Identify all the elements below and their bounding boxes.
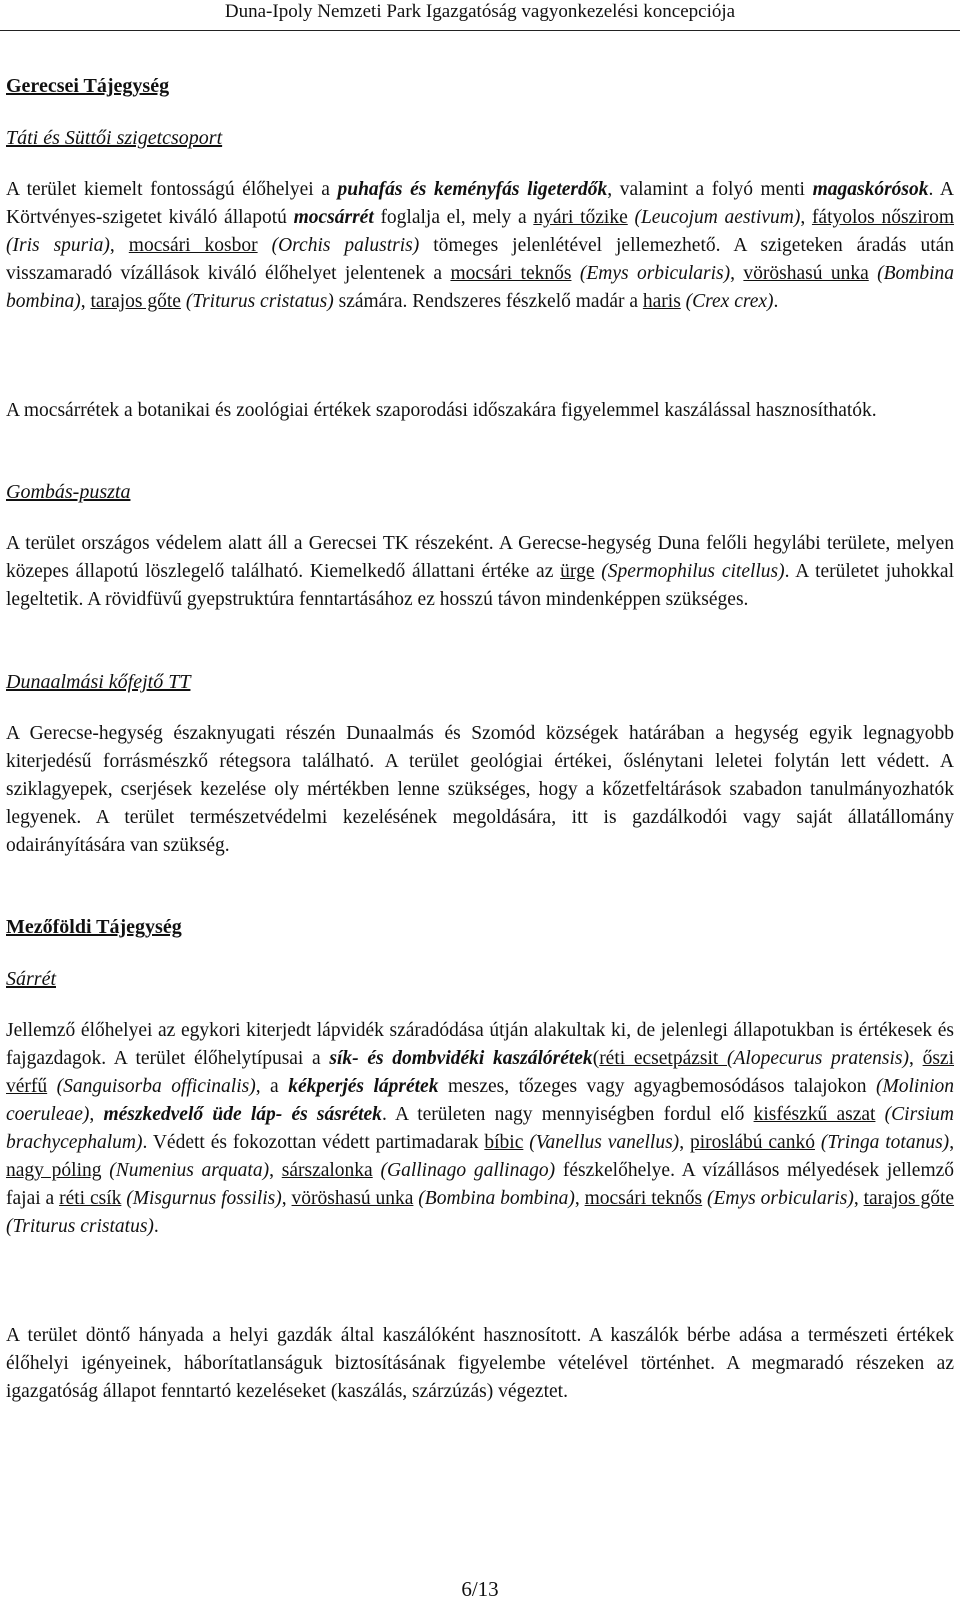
subsection-title-gombas: Gombás-puszta [6, 481, 131, 503]
text-run: . A területen nagy mennyiségben fordul elő [381, 1104, 754, 1125]
species-name: tarajos gőte [863, 1188, 955, 1209]
text-run: . [773, 291, 779, 312]
text-run: meszes, tőzeges vagy agyagbemosódásos talajokon [438, 1076, 877, 1097]
species-name: nagy póling [6, 1160, 102, 1181]
species-name: haris [642, 291, 681, 312]
text-run: , [80, 291, 91, 312]
species-name: piroslábú cankó [689, 1132, 815, 1153]
text-run: , [574, 1188, 585, 1209]
text-run: , [89, 1104, 104, 1125]
species-name: ürge [560, 561, 595, 582]
text-run: , a [255, 1076, 289, 1097]
habitat-term: puhafás és keményfás ligeterdők [337, 179, 608, 200]
text-run: , [679, 1132, 690, 1153]
text-run: . A területet juhokkal legeltetik. A rövidfüvű gyepstruktúra fenntartásához ez hosszú távon mindenképpen szükséges. [6, 561, 954, 610]
species-name: vöröshasú unka [291, 1188, 414, 1209]
paragraph-gombas [6, 530, 954, 614]
scientific-name: (Tringa totanus) [820, 1132, 950, 1153]
text-run [373, 1160, 381, 1181]
text-run: A terület országos védelem alatt áll a Gerecsei TK részeként. A Gerecse-hegység Duna felőli hegylábi területe, melyen közepes állapotú löszlegelő található. Kiemelkedő állattani értéke az [6, 533, 954, 582]
text-run: , [269, 1160, 282, 1181]
species-name: mocsári teknős [584, 1188, 703, 1209]
scientific-name: (Numenius arquata) [109, 1160, 270, 1181]
text-run: , [281, 1188, 292, 1209]
text-run: Jellemző élőhelyei az egykori kiterjedt lápvidék száradódása útján alakultak ki, de jelenlegi állapotukban is értékesek és fajgazdagok. A terület élőhelytípusai a [6, 1020, 954, 1069]
page-number: 6/13 [461, 1577, 499, 1601]
species-name: mocsári kosbor [128, 235, 258, 256]
species-name: mocsári teknős [450, 263, 572, 284]
text-run: . [153, 1216, 159, 1237]
scientific-name: (Iris spuria) [6, 235, 110, 256]
scientific-name: (Triturus cristatus) [185, 291, 334, 312]
scientific-name: (Sanguisorba officinalis) [56, 1076, 256, 1097]
text-run: A mocsárrétek a botanikai és zoológiai értékek szaporodási időszakára figyelemmel kaszálással hasznosíthatók. [6, 400, 877, 421]
scientific-name: (Gallinago gallinago) [380, 1160, 556, 1181]
text-run: , [730, 263, 744, 284]
scientific-name: (Emys orbicularis) [707, 1188, 854, 1209]
habitat-term: kékperjés láprétek [288, 1076, 439, 1097]
scientific-name: (Cirsium brachycephalum) [6, 1104, 955, 1153]
species-name: bíbic [484, 1132, 524, 1153]
section-heading-mezofold: Mezőföldi Tájegység [6, 916, 182, 938]
scientific-name: (Bombina bombina) [418, 1188, 575, 1209]
text-run: A terület döntő hányada a helyi gazdák által kaszálóként hasznosított. A kaszálók bérbe adása a természeti értékek élőhelyi igényeinek, háborítatlanságuk biztosításának figyelembe vételével történhet. A megmaradó részeken az igazgatóság állapot fenntartó kezeléseket (kaszálás, szárzúzás) végeztet. [6, 1325, 954, 1402]
scientific-name: (Triturus cristatus) [6, 1216, 154, 1237]
species-name: őszi vérfű [6, 1048, 955, 1097]
text-run: , [853, 1188, 864, 1209]
text-run: foglalja el, mely a [373, 207, 534, 228]
text-run [869, 263, 877, 284]
species-name: tarajos gőte [90, 291, 181, 312]
habitat-term: mocsárrét [293, 207, 374, 228]
running-header: Duna-Ipoly Nemzeti Park Igazgatóság vagyonkezelési koncepciója [224, 1, 736, 22]
species-name: nyári tőzike [533, 207, 628, 228]
scientific-name: (Crex crex) [685, 291, 774, 312]
scientific-name: (Misgurnus fossilis) [126, 1188, 282, 1209]
subsection-title-dunaalmas: Dunaalmási kőfejtő TT [6, 671, 191, 693]
species-name: sárszalonka [281, 1160, 373, 1181]
text-run: , [109, 235, 129, 256]
paragraph-tati-habitats [6, 176, 954, 316]
text-run [47, 1076, 56, 1097]
text-run: . Védett és fokozottan védett partimadarak [142, 1132, 485, 1153]
text-run: ( [592, 1048, 600, 1069]
text-run: A Gerecse-hegység északnyugati részén Dunaalmás és Szomód községek határában a hegység egyik legnagyobb kiterjedésű forrásmészkő rétegsora található. A terület geológiai értékei, őslénytani leletei folytán lett védett. A sziklagyepek, cserjések kezelése oly mértékben lenne szükséges, hogy a kőzetfeltárások szabadon tanulmányozhatók legyenek. A terület természetvédelmi kezelésének megoldására, itt is gazdálkodói vagy saját állatállomány odairányítására van szükség. [6, 723, 954, 856]
subsection-title-sarret: Sárrét [6, 968, 56, 990]
text-run [571, 263, 579, 284]
text-run: , valamint a folyó menti [607, 179, 813, 200]
text-run: számára. Rendszeres fészkelő madár a [333, 291, 643, 312]
paragraph-sarret-management [6, 1322, 954, 1406]
paragraph-tati-management [6, 397, 954, 425]
species-name: vöröshasú unka [743, 263, 869, 284]
species-name: réti ecsetpázsit [599, 1048, 728, 1069]
subsection-title-tati: Táti és Süttői szigetcsoport [6, 127, 223, 149]
habitat-term: sík- és dombvidéki kaszálórétek [329, 1048, 593, 1069]
header-rule [0, 30, 960, 31]
paragraph-sarret-habitats [6, 1017, 954, 1241]
section-heading-gerecse: Gerecsei Tájegység [6, 75, 170, 97]
text-run: fészkelőhelye. A vízállásos mélyedések jellemző fajai a [6, 1160, 955, 1209]
scientific-name: (Bombina bombina) [6, 263, 955, 312]
text-run: . A Körtvényes-szigetet kiváló állapotú [6, 179, 954, 228]
text-run: A terület kiemelt fontosságú élőhelyei a [6, 179, 338, 200]
species-name: réti csík [59, 1188, 122, 1209]
species-name: kisfészkű aszat [753, 1104, 876, 1125]
scientific-name: (Orchis palustris) [271, 235, 420, 256]
text-run [875, 1104, 884, 1125]
scientific-name: (Vanellus vanellus) [529, 1132, 680, 1153]
scientific-name: (Spermophilus citellus) [601, 561, 785, 582]
scientific-name: (Alopecurus pratensis) [727, 1048, 910, 1069]
habitat-term: mészkedvelő üde láp- és sásrétek [103, 1104, 382, 1125]
text-run: , [949, 1132, 955, 1153]
scientific-name: (Emys orbicularis) [579, 263, 731, 284]
habitat-term: magaskórósok [812, 179, 929, 200]
text-run: , [800, 207, 812, 228]
text-run [258, 235, 272, 256]
text-run: , [909, 1048, 923, 1069]
text-run: tömeges jelenlétével jellemezhető. A szigeteken áradás után visszamaradó vízállások kiváló élőhelyet jelentenek a [6, 235, 955, 284]
scientific-name: (Molinion coeruleae) [6, 1076, 955, 1125]
species-name: fátyolos nőszirom [811, 207, 955, 228]
paragraph-dunaalmas [6, 720, 954, 860]
scientific-name: (Leucojum aestivum) [634, 207, 801, 228]
